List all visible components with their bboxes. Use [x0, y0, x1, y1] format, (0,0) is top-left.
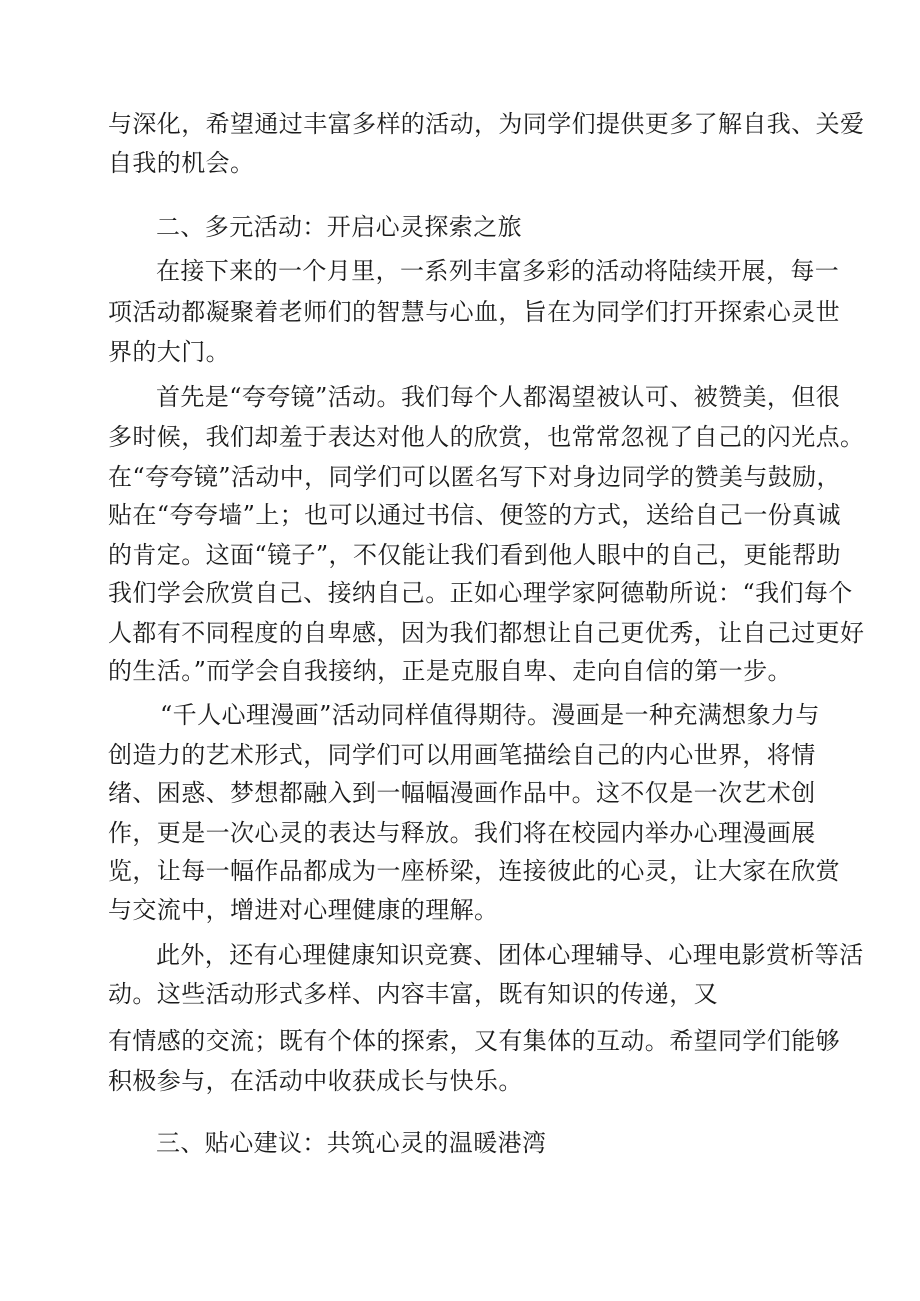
- text-line: 自我的机会。: [108, 149, 255, 177]
- text-line: 项活动都凝聚着老师们的智慧与心血，旨在为同学们打开探索心灵世: [108, 298, 840, 326]
- section-heading-2: 二、多元活动：开启心灵探索之旅: [156, 213, 522, 241]
- text-line: 览，让每一幅作品都成为一座桥梁，连接彼此的心灵，让大家在欣赏: [108, 857, 840, 885]
- text-line: 的生活。”而学会自我接纳，正是克服自卑、走向自信的第一步。: [108, 657, 792, 685]
- text-line: 在“夸夸镜”活动中，同学们可以匿名写下对身边同学的赞美与鼓励，: [108, 463, 841, 491]
- text-line: 与深化，希望通过丰富多样的活动，为同学们提供更多了解自我、关爱: [108, 110, 865, 138]
- text-line: 的肯定。这面“镜子”，不仅能让我们看到他人眼中的自己，更能帮助: [108, 541, 841, 569]
- text-line: “千人心理漫画”活动同样值得期待。漫画是一种充满想象力与: [160, 701, 820, 729]
- text-line: 积极参与，在活动中收获成长与快乐。: [108, 1067, 523, 1095]
- text-line: 与交流中，增进对心理健康的理解。: [108, 896, 499, 924]
- text-line: 界的大门。: [108, 338, 230, 366]
- text-line: 我们学会欣赏自己、接纳自己。正如心理学家阿德勒所说：“我们每个: [108, 579, 853, 607]
- text-line: 动。这些活动形式多样、内容丰富，既有知识的传递，又: [108, 980, 718, 1008]
- text-line: 绪、困惑、梦想都融入到一幅幅漫画作品中。这不仅是一次艺术创: [108, 779, 816, 807]
- text-line: 作，更是一次心灵的表达与释放。我们将在校园内举办心理漫画展: [108, 819, 816, 847]
- text-line: 在接下来的一个月里，一系列丰富多彩的活动将陆续开展，每一: [156, 257, 840, 285]
- text-line: 多时候，我们却羞于表达对他人的欣赏，也常常忽视了自己的闪光点。: [108, 423, 865, 451]
- text-line: 此外，还有心理健康知识竞赛、团体心理辅导、心理电影赏析等活: [156, 941, 864, 969]
- text-line: 贴在“夸夸墙”上；也可以通过书信、便签的方式，送给自己一份真诚: [108, 501, 841, 529]
- text-line: 首先是“夸夸镜”活动。我们每个人都渴望被认可、被赞美，但很: [156, 383, 841, 411]
- text-line: 创造力的艺术形式，同学们可以用画笔描绘自己的内心世界，将情: [108, 741, 816, 769]
- text-line: 人都有不同程度的自卑感，因为我们都想让自己更优秀，让自己过更好: [108, 619, 865, 647]
- text-line: 有情感的交流；既有个体的探索，又有集体的互动。希望同学们能够: [108, 1027, 840, 1055]
- section-heading-3: 三、贴心建议：共筑心灵的温暖港湾: [156, 1129, 547, 1157]
